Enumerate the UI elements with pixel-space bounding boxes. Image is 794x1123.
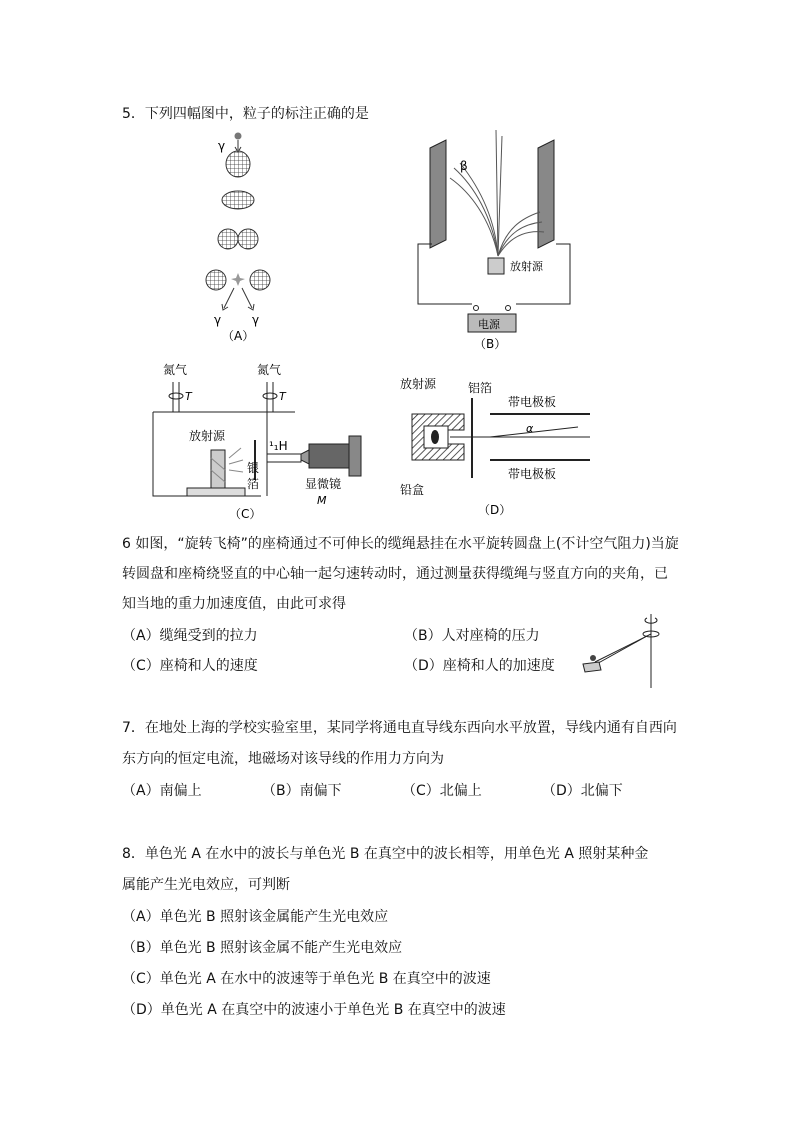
figure-b — [410, 128, 580, 353]
nitrogen-left-label: 氮气 — [163, 363, 188, 377]
foil-label: 箔 — [247, 477, 260, 491]
silver-label: 银 — [247, 461, 260, 475]
microscope-label: 显微镜 — [305, 477, 342, 491]
fig-d-caption: （D） — [478, 503, 512, 517]
t-left-label: T — [185, 390, 192, 403]
q8-line-1: 8．单色光 A 在水中的波长与单色光 B 在真空中的波长相等，用单色光 A 照射某种金 — [122, 846, 649, 862]
q6-option-a: （A）缆绳受到的拉力 — [122, 628, 258, 644]
source-label-c: 放射源 — [189, 429, 226, 443]
q7-option-c: （C）北偏上 — [402, 783, 482, 799]
plate-top-label: 带电极板 — [508, 395, 557, 409]
q5-stem: 5．下列四幅图中，粒子的标注正确的是 — [122, 106, 369, 122]
nitrogen-right-label: 氮气 — [257, 363, 282, 377]
q6-option-d: （D）座椅和人的加速度 — [404, 658, 555, 674]
foil-label-d: 铝箔 — [468, 381, 493, 395]
m-label: M — [317, 494, 327, 507]
q6-option-b: （B）人对座椅的压力 — [404, 628, 540, 644]
q7-line-1: 7．在地处上海的学校实验室里，某同学将通电直导线东西向水平放置，导线内通有自西向 — [122, 720, 677, 736]
source-label-d: 放射源 — [400, 377, 437, 391]
q6-line-1: 6 如图，“旋转飞椅”的座椅通过不可伸长的缆绳悬挂在水平旋转圆盘上(不计空气阻力)当旋 — [122, 536, 679, 552]
alpha-label: α — [526, 422, 534, 435]
box-label: 铅盒 — [400, 483, 425, 497]
q8-option-d: （D）单色光 A 在真空中的波速小于单色光 B 在真空中的波速 — [122, 1002, 506, 1018]
q7-option-d: （D）北偏下 — [542, 783, 623, 799]
figure-d — [398, 370, 598, 520]
beta-label: β — [460, 159, 468, 173]
gamma-left-label: γ — [214, 313, 222, 327]
plate-bottom-label: 带电极板 — [508, 467, 557, 481]
q8-line-2: 属能产生光电效应，可判断 — [122, 877, 290, 893]
q6-option-c: （C）座椅和人的速度 — [122, 658, 258, 674]
q7-option-a: （A）南偏上 — [122, 783, 202, 799]
gamma-top-label: γ — [218, 139, 226, 153]
fig-b-caption: （B） — [474, 337, 507, 351]
q8-option-a: （A）单色光 B 照射该金属能产生光电效应 — [122, 909, 389, 925]
figure-c — [145, 360, 370, 522]
swing-chair-figure — [575, 612, 665, 692]
hydrogen-label: ¹₁H — [269, 439, 288, 453]
q6-line-2: 转圆盘和座椅绕竖直的中心轴一起匀速转动时，通过测量获得缆绳与竖直方向的夹角，已 — [122, 566, 668, 582]
source-label-b: 放射源 — [510, 260, 543, 273]
fig-c-caption: （C） — [229, 507, 262, 521]
t-right-label: T — [279, 390, 286, 403]
figure-a — [190, 128, 300, 350]
q7-option-b: （B）南偏下 — [262, 783, 342, 799]
q8-option-b: （B）单色光 B 照射该金属不能产生光电效应 — [122, 940, 403, 956]
q6-line-3: 知当地的重力加速度值，由此可求得 — [122, 596, 346, 612]
q7-line-2: 东方向的恒定电流，地磁场对该导线的作用力方向为 — [122, 751, 444, 767]
q8-option-c: （C）单色光 A 在水中的波速等于单色光 B 在真空中的波速 — [122, 971, 491, 987]
fig-a-caption: （A） — [222, 329, 255, 343]
gamma-right-label: γ — [252, 313, 260, 327]
power-label: 电源 — [478, 318, 500, 331]
